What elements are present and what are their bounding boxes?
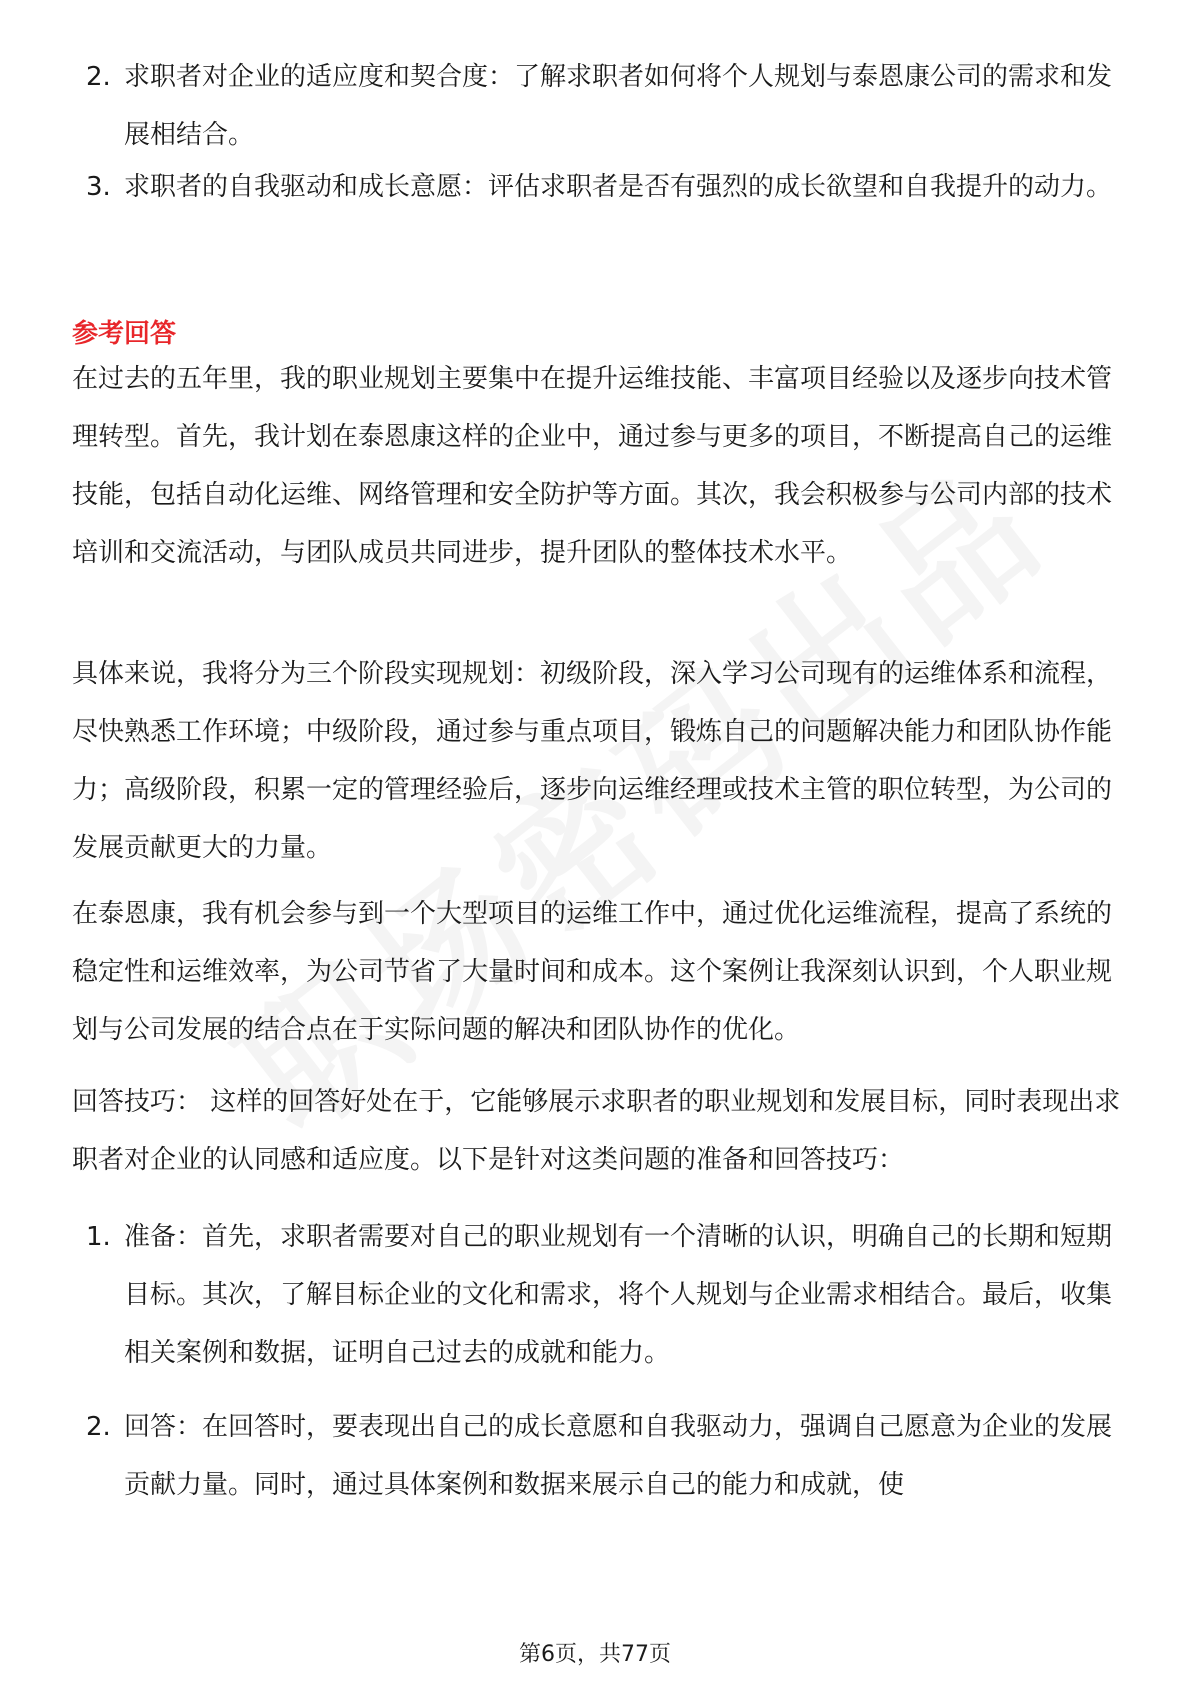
page-footer: 第6页，共77页 [519,1642,671,1667]
list-item [72,1208,1122,1398]
section-heading: 参考回答 [72,319,177,349]
list-number: 2. [86,62,111,92]
list-number: 2. [86,1412,111,1442]
list-number: 1. [86,1222,111,1252]
list-item [72,158,1122,216]
answer-paragraph: 具体来说，我将分为三个阶段实现规划：初级阶段，深入学习公司现有的运维体系和流程，尽快熟悉工作环境；中级阶段，通过参与重点项目，锻炼自己的问题解决能力和团队协作能力；高级阶段，积累一定的管理经验后，逐步向运维经理或技术主管的职位转型，为公司的发展贡献更大的力量。 [72,659,1113,863]
list-item [72,48,1122,158]
answer-paragraph: 在泰恩康，我有机会参与到一个大型项目的运维工作中，通过优化运维流程，提高了系统的稳定性和运维效率，为公司节省了大量时间和成本。这个案例让我深刻认识到，个人职业规划与公司发展的结合点在于实际问题的解决和团队协作的优化。 [72,899,1113,1045]
list-item-text: 求职者的自我驱动和成长意愿：评估求职者是否有强烈的成长欲望和自我提升的动力。 [124,172,1113,202]
criteria-list [72,48,1122,216]
list-item-text: 求职者对企业的适应度和契合度：了解求职者如何将个人规划与泰恩康公司的需求和发展相结合。 [124,62,1113,150]
list-item-text: 准备：首先，求职者需要对自己的职业规划有一个清晰的认识，明确自己的长期和短期目标。其次，了解目标企业的文化和需求，将个人规划与企业需求相结合。最后，收集相关案例和数据，证明自己过去的成就和能力。 [124,1222,1113,1368]
list-number: 3. [86,172,111,202]
list-item [72,1398,1122,1514]
tips-list [72,1208,1122,1514]
tips-intro-paragraph: 回答技巧： 这样的回答好处在于，它能够展示求职者的职业规划和发展目标，同时表现出求职者对企业的认同感和适应度。以下是针对这类问题的准备和回答技巧： [72,1087,1121,1175]
answer-paragraph: 在过去的五年里，我的职业规划主要集中在提升运维技能、丰富项目经验以及逐步向技术管理转型。首先，我计划在泰恩康这样的企业中，通过参与更多的项目，不断提高自己的运维技能，包括自动化运维、网络管理和安全防护等方面。其次，我会积极参与公司内部的技术培训和交流活动，与团队成员共同进步，提升团队的整体技术水平。 [72,364,1113,568]
list-item-text: 回答：在回答时，要表现出自己的成长意愿和自我驱动力，强调自己愿意为企业的发展贡献力量。同时，通过具体案例和数据来展示自己的能力和成就，使 [124,1412,1113,1500]
